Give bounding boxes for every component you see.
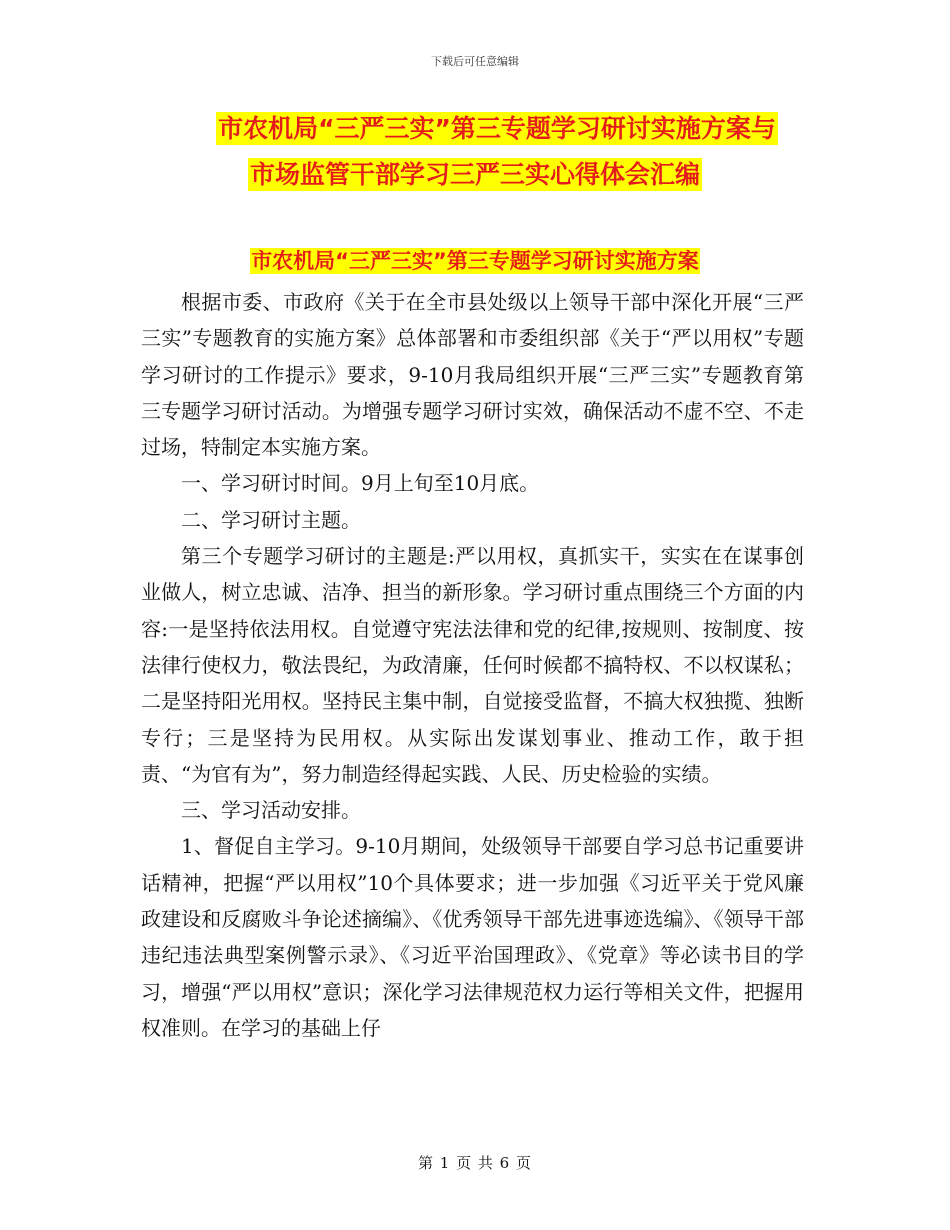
document-title-line-1: 市农机局“三严三实”第三专题学习研讨实施方案与 [218, 114, 776, 143]
paragraph-self-study: 1、督促自主学习。9-10月期间，处级领导干部要自学习总书记重要讲话精神，把握“严以用权”10个具体要求；进一步加强《习近平关于党风廉政建设和反腐败斗争论述摘编》、《优秀领导干部先进事迹选编》、《领导干部违纪违法典型案例警示录》、《习近平治国理政》、《党章》等必读书目的学习，增强“严以用权”意识；深化学习法律规范权力运行等相关文件，把握用权准则。在学习的基础上仔 [141, 834, 804, 1040]
document-title-line-2: 市场监管干部学习三严三实心得体会汇编 [249, 160, 700, 189]
paragraph-time: 一、学习研讨时间。9月上旬至10月底。 [181, 471, 540, 496]
paragraph-theme-heading: 二、学习研讨主题。 [181, 507, 361, 532]
paragraph-intro: 根据市委、市政府《关于在全市县处级以上领导干部中深化开展“三严三实”专题教育的实施方案》总体部署和市委组织部《关于“严以用权”专题学习研讨的工作提示》要求，9-10月我局组织开展“三严三实”专题教育第三专题学习研讨活动。为增强专题学习研讨实效，确保活动不虚不空、不走过场，特制定本实施方案。 [141, 290, 804, 460]
paragraph-arrangement-heading: 三、学习活动安排。 [181, 798, 361, 823]
section-title: 市农机局“三严三实”第三专题学习研讨实施方案 [251, 249, 699, 273]
body-text [141, 284, 804, 1046]
paragraph-theme: 第三个专题学习研讨的主题是:严以用权，真抓实干，实实在在谋事创业做人，树立忠诚、洁净、担当的新形象。学习研讨重点围绕三个方面的内容:一是坚持依法用权。自觉遵守宪法法律和党的纪律,按规则、按制度、按法律行使权力，敬法畏纪，为政清廉，任何时候都不搞特权、不以权谋私；二是坚持阳光用权。坚持民主集中制，自觉接受监督，不搞大权独揽、独断专行；三是坚持为民用权。从实际出发谋划事业、推动工作，敢于担责、“为官有为”，努力制造经得起实践、人民、历史检验的实绩。 [141, 544, 804, 786]
page-number-footer: 第 1 页 共 6 页 [418, 1154, 532, 1172]
page-header-note: 下载后可任意编辑 [431, 55, 519, 68]
